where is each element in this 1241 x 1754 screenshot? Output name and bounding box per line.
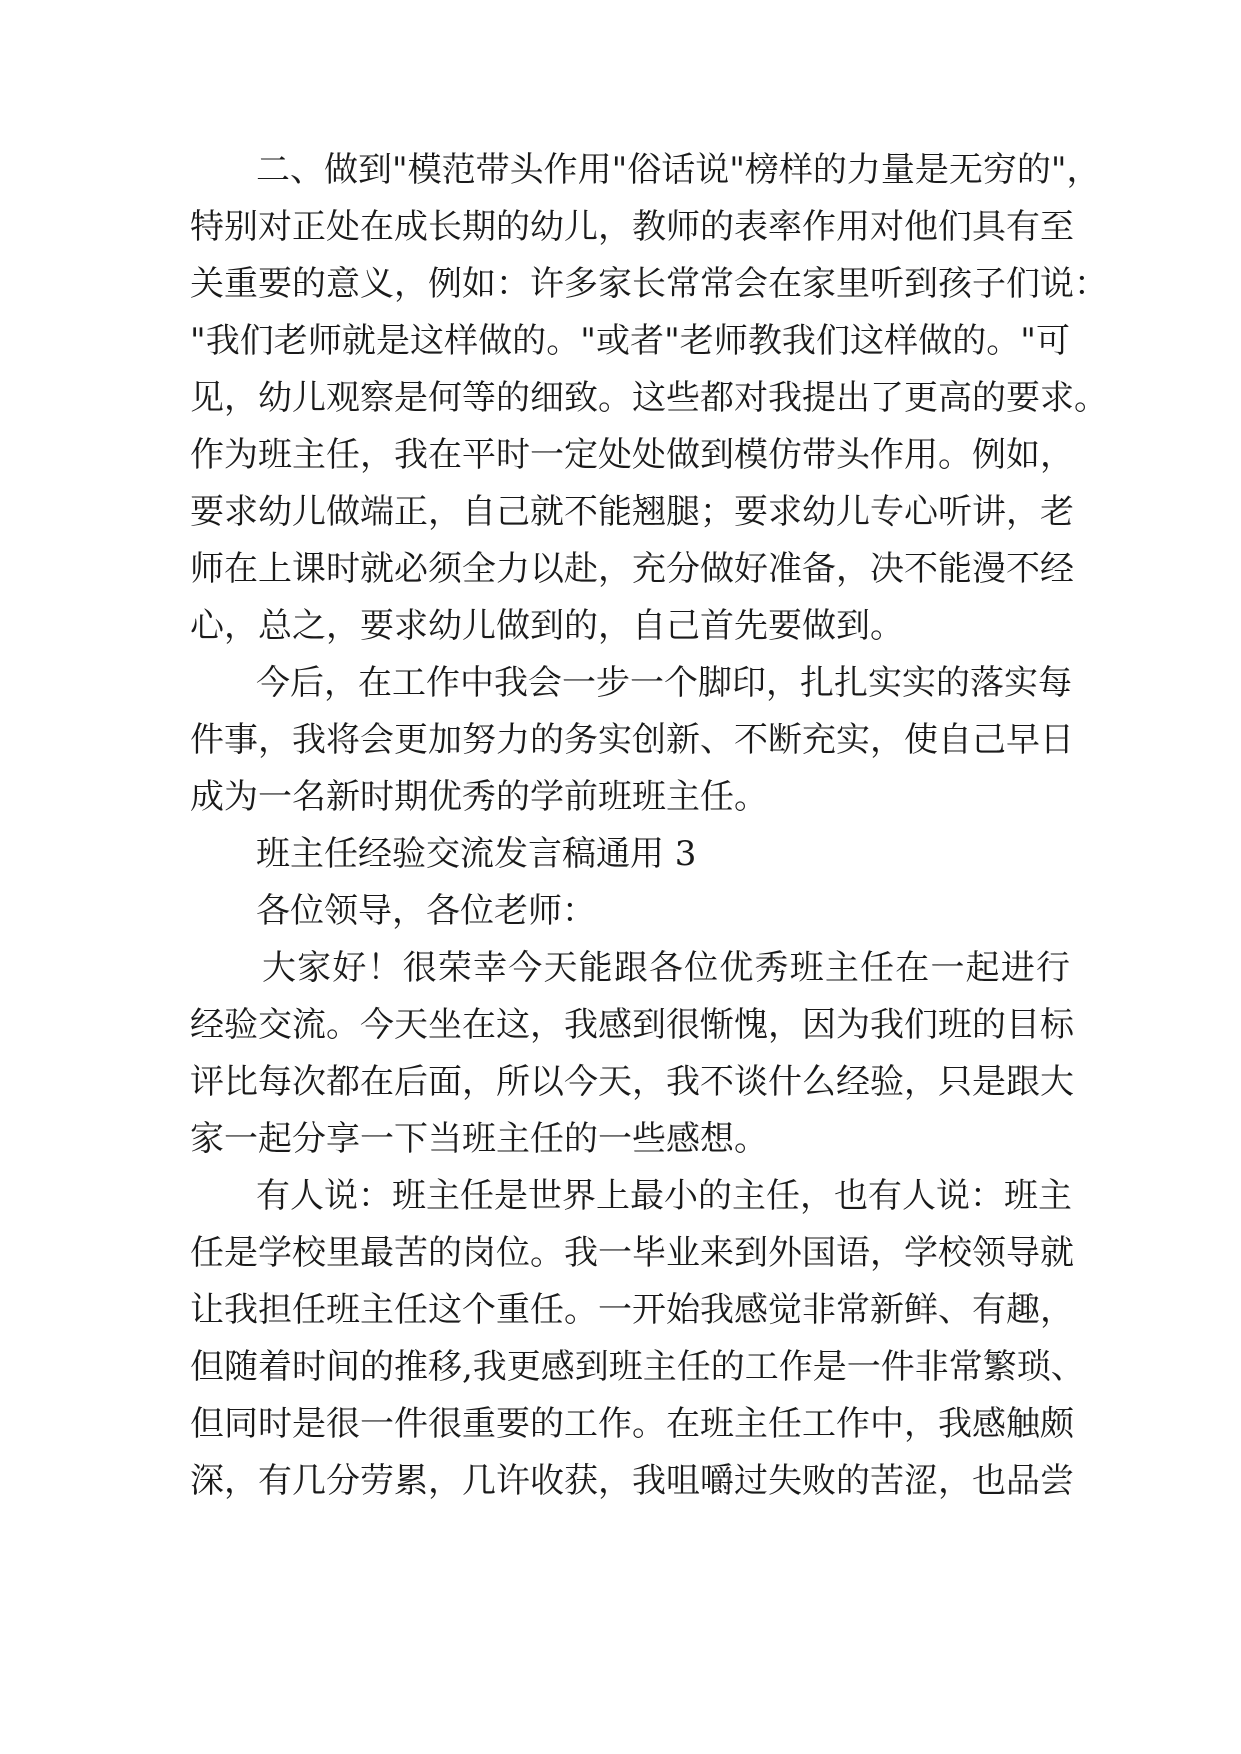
paragraph-line: 大家好！很荣幸今天能跟各位优秀班主任在一起进行 — [262, 948, 1070, 988]
paragraph-line: 见，幼儿观察是何等的细致。这些都对我提出了更高的要求。 — [190, 378, 1108, 418]
paragraph-line: 家一起分享一下当班主任的一些感想。 — [190, 1119, 768, 1159]
paragraph-line: 二、做到"模范带头作用"俗话说"榜样的力量是无穷的"， — [256, 150, 1101, 190]
paragraph-line: 关重要的意义，例如：许多家长常常会在家里听到孩子们说： — [190, 264, 1108, 304]
section-heading: 班主任经验交流发言稿通用 3 — [256, 834, 697, 874]
paragraph-line: 件事，我将会更加努力的务实创新、不断充实，使自己早日 — [190, 720, 1074, 760]
paragraph-line: 经验交流。今天坐在这，我感到很惭愧，因为我们班的目标 — [190, 1005, 1074, 1045]
paragraph-line: 作为班主任，我在平时一定处处做到模仿带头作用。例如， — [190, 435, 1074, 475]
paragraph-line: 心，总之，要求幼儿做到的，自己首先要做到。 — [190, 606, 904, 646]
paragraph-line: 让我担任班主任这个重任。一开始我感觉非常新鲜、有趣， — [190, 1290, 1074, 1330]
paragraph-line: 任是学校里最苦的岗位。我一毕业来到外国语，学校领导就 — [190, 1233, 1074, 1273]
paragraph-line: 有人说：班主任是世界上最小的主任，也有人说：班主 — [256, 1176, 1072, 1216]
paragraph-line: 要求幼儿做端正，自己就不能翘腿；要求幼儿专心听讲，老 — [190, 492, 1074, 532]
paragraph-line: 师在上课时就必须全力以赴，充分做好准备，决不能漫不经 — [190, 549, 1074, 589]
paragraph-line: 但同时是很一件很重要的工作。在班主任工作中，我感触颇 — [190, 1404, 1074, 1444]
paragraph-line: 成为一名新时期优秀的学前班班主任。 — [190, 777, 768, 817]
paragraph-line: 今后，在工作中我会一步一个脚印，扎扎实实的落实每 — [256, 663, 1072, 703]
paragraph-line: 深，有几分劳累，几许收获，我咀嚼过失败的苦涩，也品尝 — [190, 1461, 1074, 1501]
salutation: 各位领导，各位老师： — [256, 891, 596, 931]
paragraph-line: "我们老师就是这样做的。"或者"老师教我们这样做的。"可 — [190, 321, 1070, 361]
paragraph-line: 但随着时间的推移,我更感到班主任的工作是一件非常繁琐、 — [190, 1347, 1085, 1387]
paragraph-line: 评比每次都在后面，所以今天，我不谈什么经验，只是跟大 — [190, 1062, 1074, 1102]
paragraph-line: 特别对正处在成长期的幼儿，教师的表率作用对他们具有至 — [190, 207, 1074, 247]
